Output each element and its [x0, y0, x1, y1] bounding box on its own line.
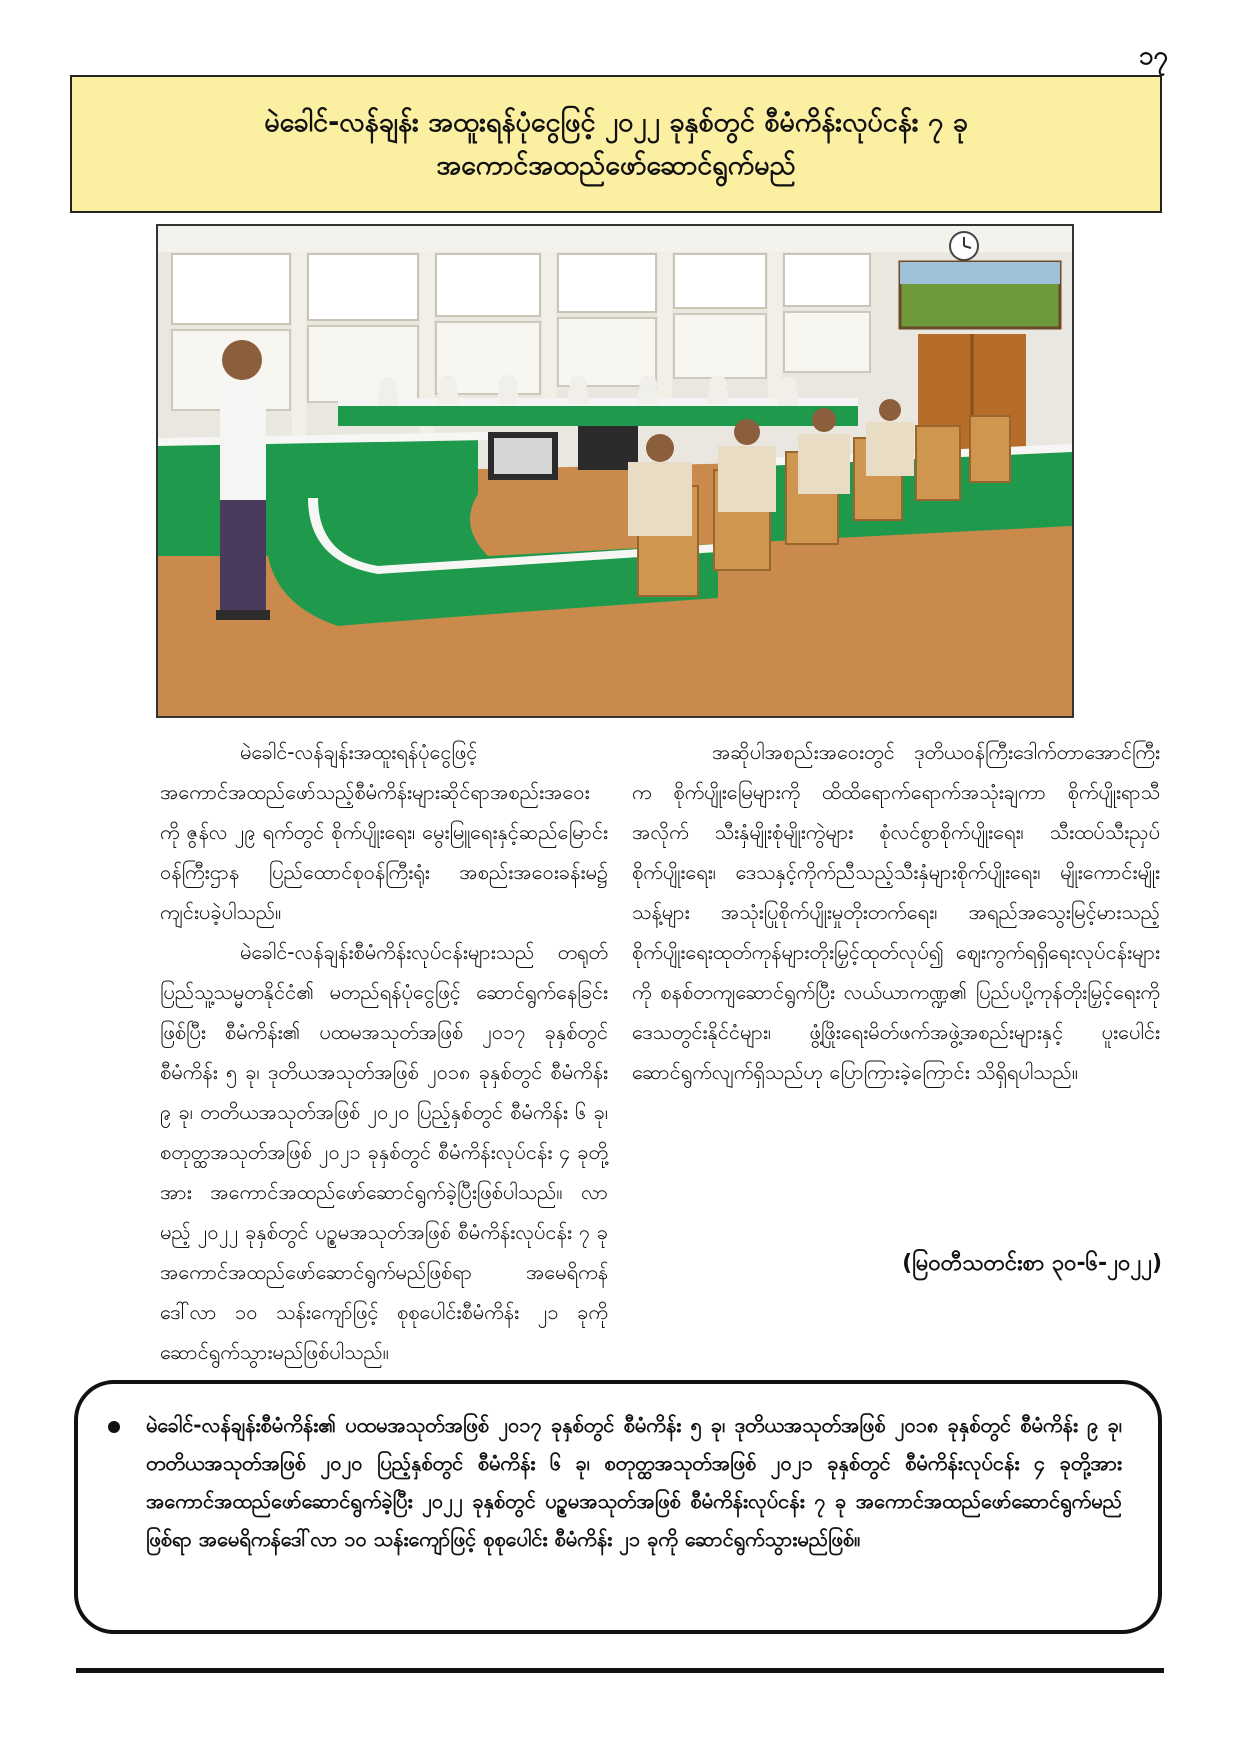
bullet-icon	[108, 1421, 120, 1433]
headline-line-1: မဲခေါင်-လန်ချန်း အထူးရန်ပုံငွေဖြင့် ၂၀၂၂ ခုနှစ်တွင် စီမံကိန်းလုပ်ငန်း ၇ ခု	[264, 106, 968, 138]
article-right-column	[632, 732, 1160, 1092]
page-number: ၁၇	[1138, 41, 1168, 71]
article-source: (မြဝတီသတင်းစာ ၃၀-၆-၂၀၂၂)	[902, 1251, 1162, 1276]
footer-divider	[76, 1668, 1164, 1673]
headline-box	[70, 75, 1162, 213]
article-paragraph: မဲခေါင်-လန်ချန်းအထူးရန်ပုံငွေဖြင့် အကောင်အထည်ဖော်သည့်စီမံကိန်းများဆိုင်ရာအစည်းအဝေးကို ဇွန်လ ၂၉ ရက်တွင် စိုက်ပျိုးရေး၊ မွေးမြူရေးနှင့်ဆည်မြောင်းဝန်ကြီးဌာန ပြည်ထောင်စုဝန်ကြီးရုံး အစည်းအဝေးခန်းမ၌ ကျင်းပခဲ့ပါသည်။	[160, 740, 608, 924]
meeting-photo-icon	[158, 226, 1072, 716]
article-paragraph: အဆိုပါအစည်းအဝေးတွင် ဒုတိယဝန်ကြီးဒေါက်တာအောင်ကြီးက စိုက်ပျိုးမြေများကို ထိထိရောက်ရောက်အသုံးချကာ စိုက်ပျိုးရာသီအလိုက် သီးနှံမျိုးစုံမျိုးကွဲများ စုံလင်စွာစိုက်ပျိုးရေး၊ သီးထပ်သီးညှပ်စိုက်ပျိုးရေး၊ ဒေသနှင့်ကိုက်ညီသည့်သီးနှံများစိုက်ပျိုးရေး၊ မျိုးကောင်းမျိုးသန့်များ အသုံးပြုစိုက်ပျိုးမှုတိုးတက်ရေး၊ အရည်အသွေးမြင့်မားသည့် စိုက်ပျိုးရေးထုတ်ကုန်များတိုးမြှင့်ထုတ်လုပ်၍ ဈေးကွက်ရရှိရေးလုပ်ငန်းများကို စနစ်တကျဆောင်ရွက်ပြီး လယ်ယာကဏ္ဍ၏ ပြည်ပပို့ကုန်တိုးမြှင့်ရေးကို ဒေသတွင်းနိုင်ငံများ၊ ဖွံ့ဖြိုးရေးမိတ်ဖက်အဖွဲ့အစည်းများနှင့် ပူးပေါင်းဆောင်ရွက်လျက်ရှိသည်ဟု ပြောကြားခဲ့ကြောင်း သိရှိရပါသည်။	[632, 740, 1160, 1084]
summary-text: မဲခေါင်-လန်ချန်းစီမံကိန်း၏ ပထမအသုတ်အဖြစ် ၂၀၁၇ ခုနှစ်တွင် စီမံကိန်း ၅ ခု၊ ဒုတိယအသုတ်အဖြစ် ၂၀၁၈ ခုနှစ်တွင် စီမံကိန်း ၉ ခု၊ တတိယအသုတ်အဖြစ် ၂၀၂၀ ပြည့်နှစ်တွင် စီမံကိန်း ၆ ခု၊ စတုတ္ထအသုတ်အဖြစ် ၂၀၂၁ ခုနှစ်တွင် စီမံကိန်းလုပ်ငန်း ၄ ခုတို့အား အကောင်အထည်ဖော်ဆောင်ရွက်ခဲ့ပြီး ၂၀၂၂ ခုနှစ်တွင် ပဉ္စမအသုတ်အဖြစ် စီမံကိန်းလုပ်ငန်း ၇ ခု အကောင်အထည်ဖော်ဆောင်ရွက်မည်ဖြစ်ရာ အမေရိကန်ဒေါ်လာ ၁၀ သန်းကျော်ဖြင့် စုစုပေါင်း စီမံကိန်း ၂၁ ခုကို ဆောင်ရွက်သွားမည်ဖြစ်။	[146, 1413, 1122, 1551]
summary-box	[74, 1380, 1162, 1634]
meeting-photo	[156, 224, 1074, 718]
article-paragraph: မဲခေါင်-လန်ချန်းစီမံကိန်းလုပ်ငန်းများသည် တရုတ်ပြည်သူ့သမ္မတနိုင်ငံ၏ မတည်ရန်ပုံငွေဖြင့် ဆောင်ရွက်နေခြင်းဖြစ်ပြီး စီမံကိန်း၏ ပထမအသုတ်အဖြစ် ၂၀၁၇ ခုနှစ်တွင် စီမံကိန်း ၅ ခု၊ ဒုတိယအသုတ်အဖြစ် ၂၀၁၈ ခုနှစ်တွင် စီမံကိန်း ၉ ခု၊ တတိယအသုတ်အဖြစ် ၂၀၂၀ ပြည့်နှစ်တွင် စီမံကိန်း ၆ ခု၊ စတုတ္ထအသုတ်အဖြစ် ၂၀၂၁ ခုနှစ်တွင် စီမံကိန်းလုပ်ငန်း ၄ ခုတို့အား အကောင်အထည်ဖော်ဆောင်ရွက်ခဲ့ပြီးဖြစ်ပါသည်။ လာမည့် ၂၀၂၂ ခုနှစ်တွင် ပဉ္စမအသုတ်အဖြစ် စီမံကိန်းလုပ်ငန်း ၇ ခု အကောင်အထည်ဖော်ဆောင်ရွက်မည်ဖြစ်ရာ အမေရိကန်ဒေါ်လာ ၁၀ သန်းကျော်ဖြင့် စုစုပေါင်းစီမံကိန်း ၂၁ ခုကို ဆောင်ရွက်သွားမည်ဖြစ်ပါသည်။	[160, 940, 608, 1364]
article-left-column	[160, 732, 608, 1372]
headline-line-2: အကောင်အထည်ဖော်ဆောင်ရွက်မည်	[436, 150, 796, 181]
summary-item	[108, 1406, 1122, 1558]
